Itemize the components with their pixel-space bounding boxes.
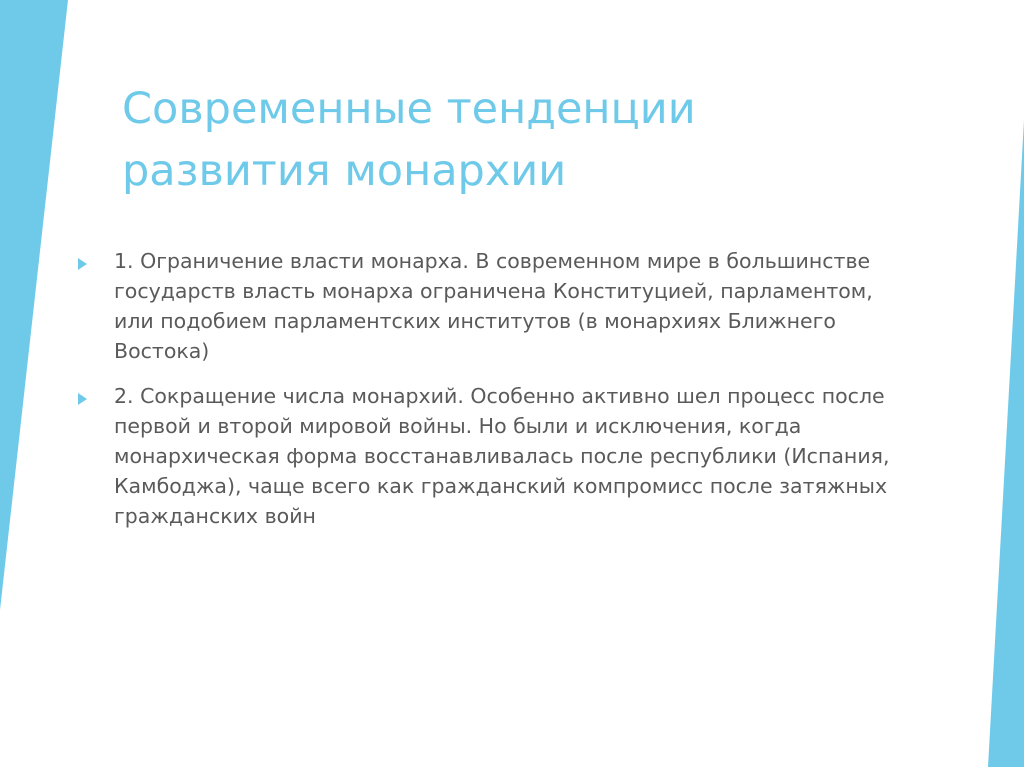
bullet-2-line-5: гражданских войн (114, 504, 316, 528)
bullet-2-line-4: Камбоджа), чаще всего как гражданский компромисс после затяжных (114, 474, 888, 498)
bullet-text (114, 381, 976, 531)
bullet-1-line-2: государств власть монарха ограничена Конституцией, парламентом, (114, 279, 873, 303)
bullet-item-2 (76, 381, 976, 531)
bullet-list (76, 246, 976, 546)
bullet-1-line-3: или подобием парламентских институтов (в монархиях Ближнего (114, 309, 836, 333)
bullet-1-line-4: Востока) (114, 339, 210, 363)
bullet-arrow-icon (78, 258, 87, 270)
slide-title (122, 78, 882, 202)
title-line-2: развития монархии (122, 146, 567, 196)
bullet-2-line-3: монархическая форма восстанавливалась после республики (Испания, (114, 444, 890, 468)
bullet-text (114, 246, 976, 366)
bullet-2-line-1: 2. Сокращение числа монархий. Особенно активно шел процесс после (114, 384, 885, 408)
bullet-item-1 (76, 246, 976, 366)
bullet-arrow-icon (78, 393, 87, 405)
right-accent-band (988, 120, 1024, 767)
left-accent-band (0, 0, 68, 610)
title-line-1: Современные тенденции (122, 84, 696, 134)
bullet-1-line-1: 1. Ограничение власти монарха. В современном мире в большинстве (114, 249, 871, 273)
bullet-2-line-2: первой и второй мировой войны. Но были и исключения, когда (114, 414, 802, 438)
